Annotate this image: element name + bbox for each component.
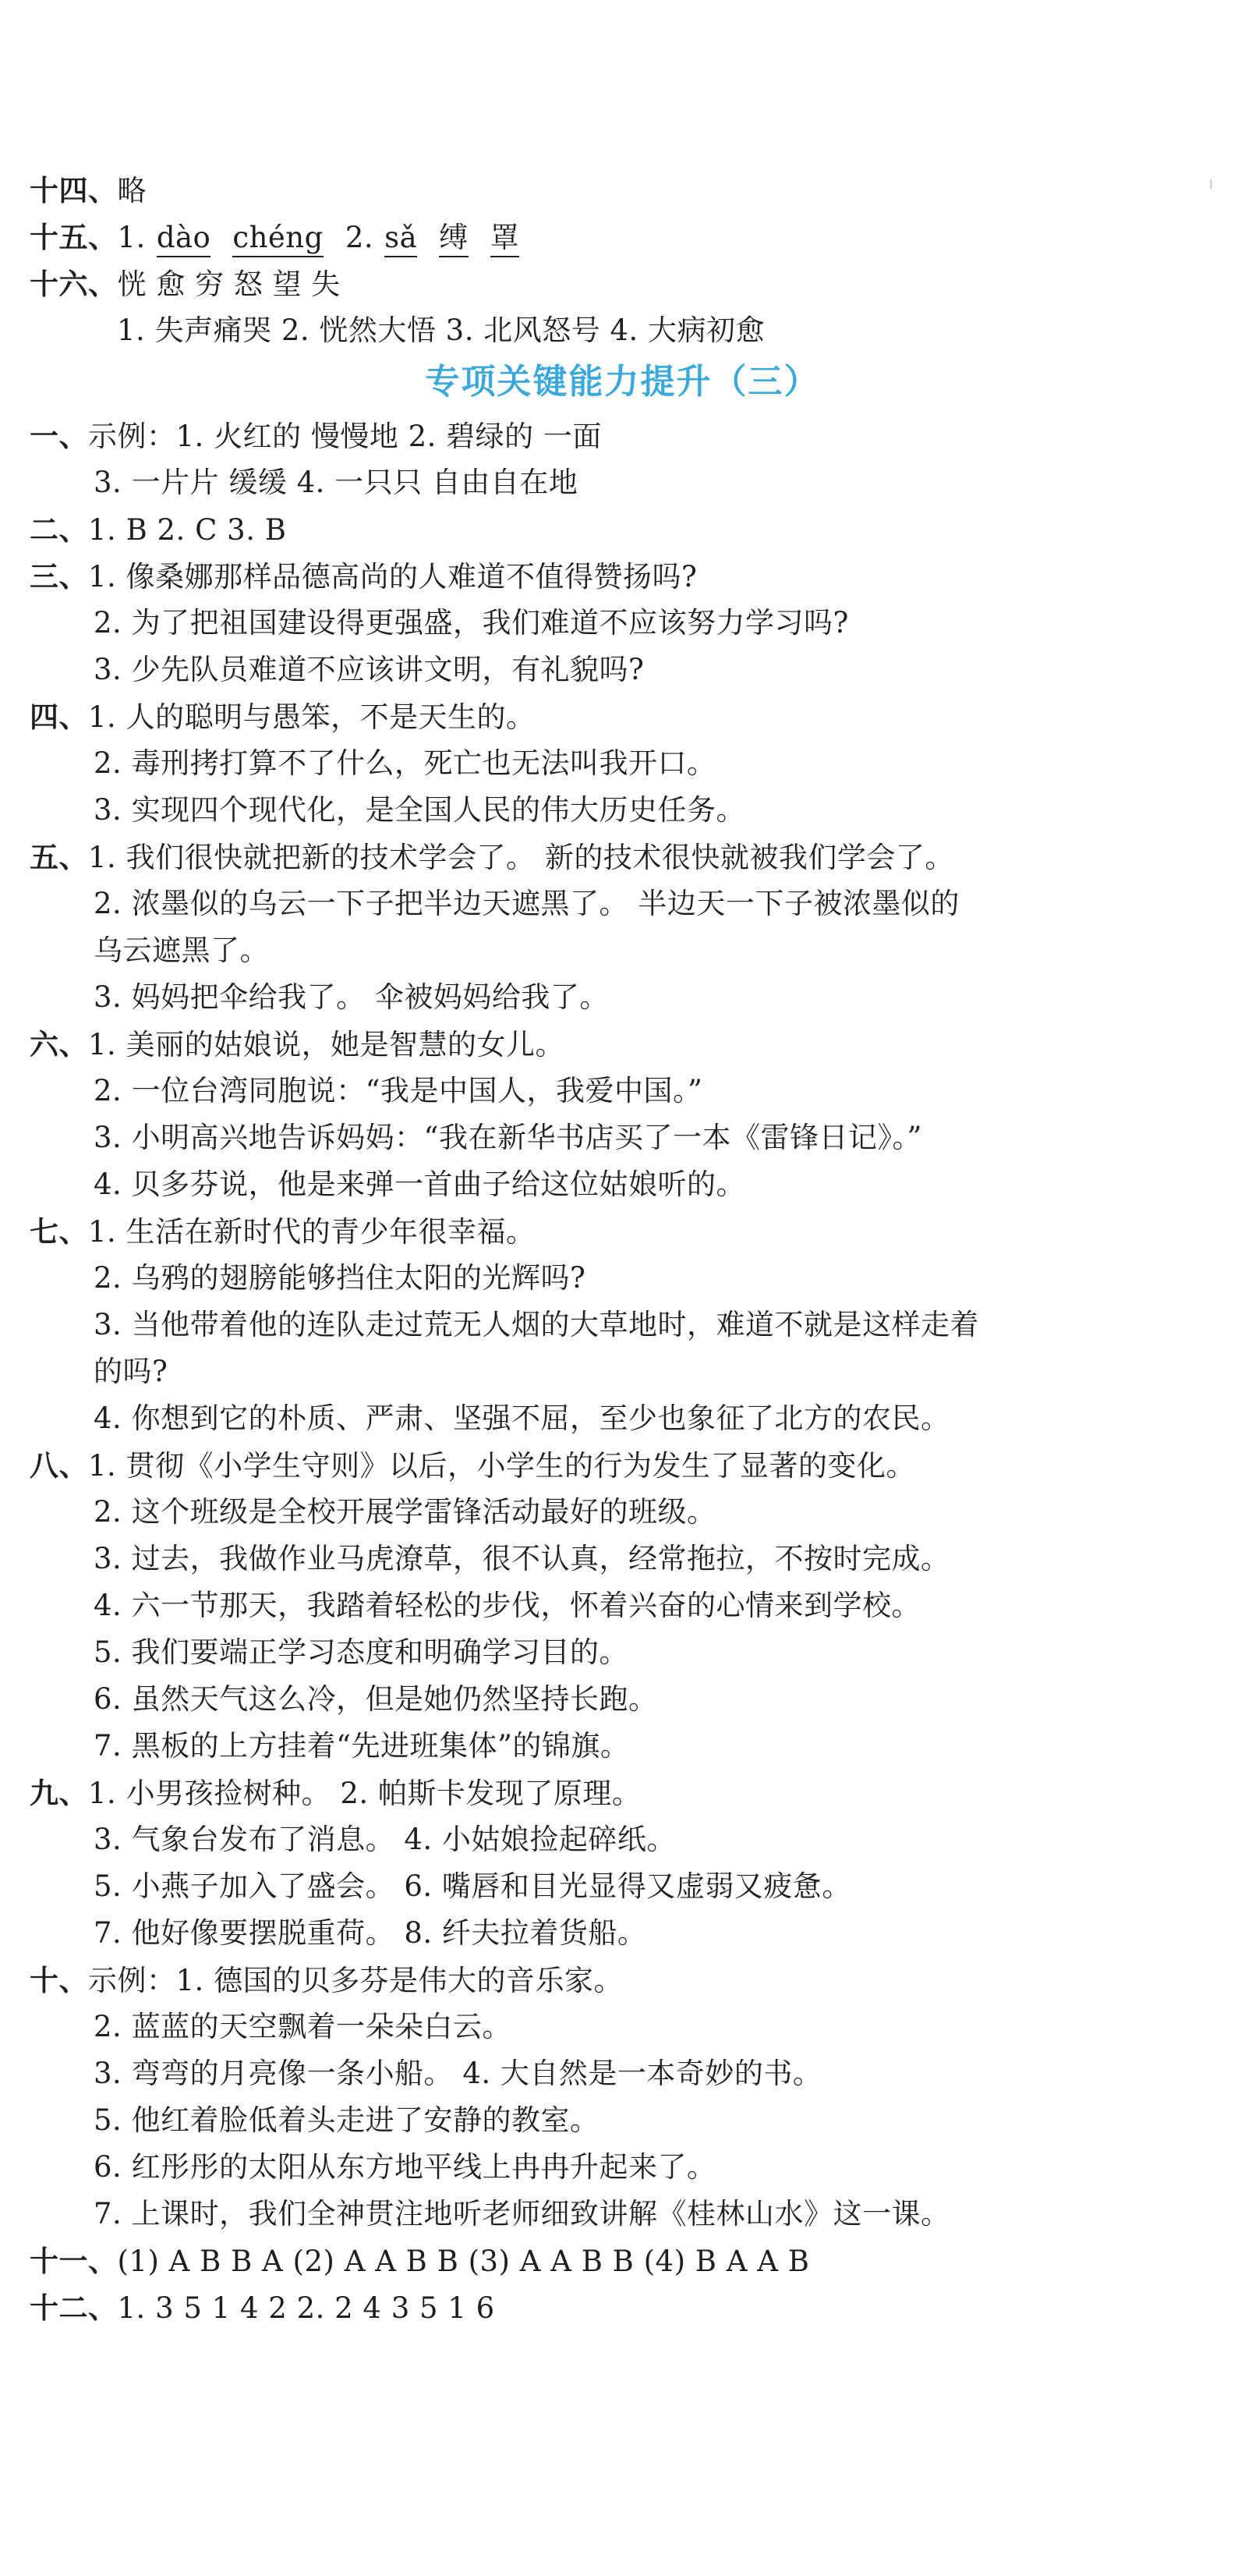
pinyin-sa: sǎ [384, 221, 417, 257]
s1-text-1: 示例：1. 火红的 慢慢地 2. 碧绿的 一面 [88, 420, 602, 453]
s4-label: 四、 [30, 700, 88, 734]
s8-line-6: 6. 虽然天气这么冷，但是她仍然坚持长跑。 [94, 1682, 658, 1716]
s8-text-1: 1. 贯彻《小学生守则》以后，小学生的行为发生了显著的变化。 [88, 1449, 916, 1483]
s5-text-1: 1. 我们很快就把新的技术学会了。 新的技术很快就被我们学会了。 [88, 841, 954, 874]
section-16 [30, 265, 341, 303]
section-16-line-2: 1. 失声痛哭 2. 恍然大悟 3. 北风怒号 4. 大病初愈 [117, 314, 766, 347]
s8-line-2: 2. 这个班级是全校开展学雷锋活动最好的班级。 [94, 1495, 716, 1529]
s10-line-3: 3. 弯弯的月亮像一条小船。 4. 大自然是一本奇妙的书。 [94, 2057, 822, 2090]
s6-text-1: 1. 美丽的姑娘说，她是智慧的女儿。 [88, 1028, 565, 1061]
s8-line-5: 5. 我们要端正学习态度和明确学习目的。 [94, 1635, 629, 1669]
s12-text-1: 1. 3 5 1 4 2 2. 2 4 3 5 1 6 [117, 2291, 495, 2325]
s2-label: 二、 [30, 512, 88, 547]
s5-line-1 [30, 838, 954, 877]
section-15 [30, 218, 519, 257]
section-14-label: 十四、 [30, 173, 118, 207]
s8-line-1 [30, 1447, 915, 1485]
s6-label: 六、 [30, 1027, 88, 1061]
s12-label: 十二、 [30, 2291, 118, 2325]
s10-line-6: 7. 上课时，我们全神贯注地听老师细致讲解《桂林山水》这一课。 [94, 2197, 950, 2231]
section-15-label: 十五、 [30, 220, 118, 254]
margin-mark [1210, 179, 1212, 189]
s11-text-1: (1) A B B A (2) A A B B (3) A A B B (4) B A A B [117, 2245, 810, 2278]
s3-line-3: 3. 少先队员难道不应该讲文明，有礼貌吗? [94, 653, 645, 686]
s7-line-3: 3. 当他带着他的连队走过荒无人烟的大草地时，难道不就是这样走着 [94, 1308, 980, 1341]
s4-line-2: 2. 毒刑拷打算不了什么，死亡也无法叫我开口。 [94, 746, 716, 780]
s10-line-1 [30, 1961, 623, 2000]
s9-line-3: 5. 小燕子加入了盛会。 6. 嘴唇和目光显得又虚弱又疲惫。 [94, 1869, 851, 1903]
s6-line-3: 3. 小明高兴地告诉妈妈：“我在新华书店买了一本《雷锋日记》。” [94, 1121, 922, 1154]
s6-line-2: 2. 一位台湾同胞说：“我是中国人，我爱中国。” [94, 1074, 703, 1107]
s5-line-3: 乌云遮黑了。 [94, 934, 269, 967]
s11-line-1 [30, 2242, 809, 2280]
s4-line-3: 3. 实现四个现代化，是全国人民的伟大历史任务。 [94, 793, 746, 827]
s6-line-4: 4. 贝多芬说，他是来弹一首曲子给这位姑娘听的。 [94, 1168, 746, 1201]
s2-text-1: 1. B 2. C 3. B [88, 513, 287, 547]
s10-line-5: 6. 红彤彤的太阳从东方地平线上冉冉升起来了。 [94, 2150, 716, 2184]
s7-line-5: 4. 你想到它的朴质、严肃、坚强不屈，至少也象征了北方的农民。 [94, 1401, 950, 1435]
char-zhao: 罩 [490, 221, 520, 257]
s9-label: 九、 [30, 1776, 88, 1810]
s1-line-2: 3. 一片片 缓缓 4. 一只只 自由自在地 [94, 466, 578, 499]
section-16-label: 十六、 [30, 267, 118, 301]
s8-line-3: 3. 过去，我做作业马虎潦草，很不认真，经常拖拉，不按时完成。 [94, 1542, 950, 1575]
s11-label: 十一、 [30, 2244, 118, 2278]
s9-line-1 [30, 1774, 641, 1812]
s9-line-2: 3. 气象台发布了消息。 4. 小姑娘捡起碎纸。 [94, 1823, 676, 1856]
s12-line-1 [30, 2289, 495, 2327]
pinyin-dao: dào [157, 221, 211, 257]
s9-line-4: 7. 他好像要摆脱重荷。 8. 纤夫拉着货船。 [94, 1916, 647, 1950]
section-14-text: 略 [117, 174, 147, 207]
section-15-num-1: 1. [117, 221, 146, 254]
s5-line-2: 2. 浓墨似的乌云一下子把半边天遮黑了。 半边天一下子被浓墨似的 [94, 887, 960, 920]
char-fu: 缚 [439, 221, 469, 257]
s7-line-4: 的吗? [94, 1355, 168, 1388]
s1-label: 一、 [30, 419, 88, 453]
s8-line-7: 7. 黑板的上方挂着“先进班集体”的锦旗。 [94, 1729, 630, 1763]
s3-text-1: 1. 像桑娜那样品德高尚的人难道不值得赞扬吗? [88, 560, 698, 594]
s10-line-4: 5. 他红着脸低着头走进了安静的教室。 [94, 2103, 600, 2137]
section-14 [30, 172, 147, 210]
s1-line-1 [30, 417, 602, 455]
s4-line-1 [30, 698, 536, 736]
s7-label: 七、 [30, 1214, 88, 1249]
s6-line-1 [30, 1026, 564, 1064]
s3-line-1 [30, 558, 697, 596]
s2-line-1 [30, 511, 286, 549]
s7-line-1 [30, 1213, 536, 1251]
s7-line-2: 2. 乌鸦的翅膀能够挡住太阳的光辉吗? [94, 1261, 586, 1295]
s5-label: 五、 [30, 840, 88, 874]
section-title: 专项关键能力提升（三） [425, 362, 820, 402]
s9-text-1: 1. 小男孩捡树种。 2. 帕斯卡发现了原理。 [88, 1777, 642, 1810]
s3-line-2: 2. 为了把祖国建设得更强盛，我们难道不应该努力学习吗? [94, 606, 849, 640]
s7-text-1: 1. 生活在新时代的青少年很幸福。 [88, 1215, 536, 1249]
s3-label: 三、 [30, 559, 88, 594]
s10-line-2: 2. 蓝蓝的天空飘着一朵朵白云。 [94, 2010, 512, 2043]
s8-line-4: 4. 六一节那天，我踏着轻松的步伐，怀着兴奋的心情来到学校。 [94, 1589, 921, 1622]
pinyin-cheng: chéng [232, 221, 323, 257]
section-16-chars: 恍 愈 穷 怒 望 失 [117, 268, 341, 301]
s10-text-1: 示例：1. 德国的贝多芬是伟大的音乐家。 [88, 1964, 624, 1997]
s8-label: 八、 [30, 1448, 88, 1483]
s4-text-1: 1. 人的聪明与愚笨，不是天生的。 [88, 700, 536, 734]
s5-line-4: 3. 妈妈把伞给我了。 伞被妈妈给我了。 [94, 980, 609, 1014]
section-15-num-2: 2. [345, 221, 374, 254]
s10-label: 十、 [30, 1963, 88, 1997]
